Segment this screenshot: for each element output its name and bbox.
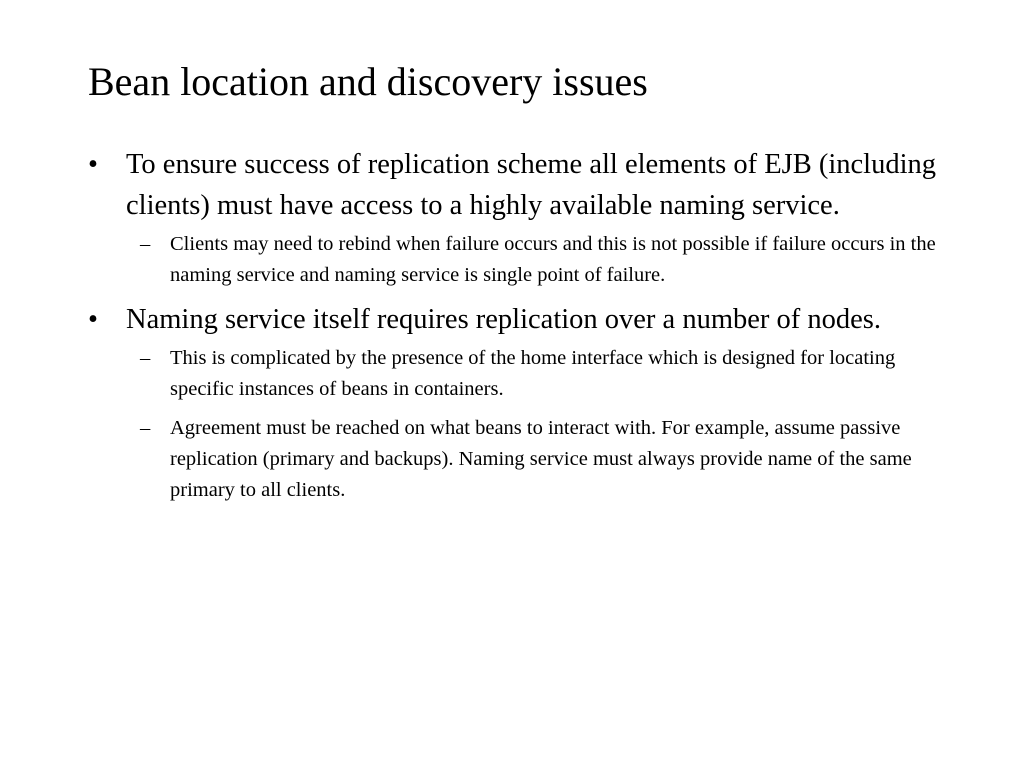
bullet-text: To ensure success of replication scheme all elements of EJB (including clients) must have access to a highly available naming service. (126, 149, 937, 221)
sub-bullet-marker: – (140, 417, 151, 439)
bullet-item (88, 299, 948, 506)
bullet-item (88, 144, 948, 291)
sub-bullet-list (126, 343, 948, 506)
slide-title: Bean location and discovery issues (88, 59, 648, 104)
sub-bullet-text: Agreement must be reached on what beans to interact with. For example, assume passive replication (primary and backups). Naming service must always provide name of the same primary to all clients. (170, 417, 912, 501)
sub-bullet-text: Clients may need to rebind when failure occurs and this is not possible if failure occurs in the naming service and naming service is single point of failure. (170, 233, 936, 286)
sub-bullet-item (126, 343, 948, 405)
sub-bullet-text: This is complicated by the presence of the home interface which is designed for locating specific instances of beans in containers. (170, 347, 896, 400)
sub-bullet-marker: – (140, 233, 151, 255)
bullet-list (88, 144, 948, 514)
sub-bullet-marker: – (140, 347, 151, 369)
sub-bullet-list (126, 229, 948, 291)
sub-bullet-item (126, 413, 948, 506)
bullet-marker: • (88, 149, 98, 180)
bullet-text: Naming service itself requires replication over a number of nodes. (126, 304, 881, 335)
sub-bullet-item (126, 229, 948, 291)
bullet-marker: • (88, 304, 98, 335)
